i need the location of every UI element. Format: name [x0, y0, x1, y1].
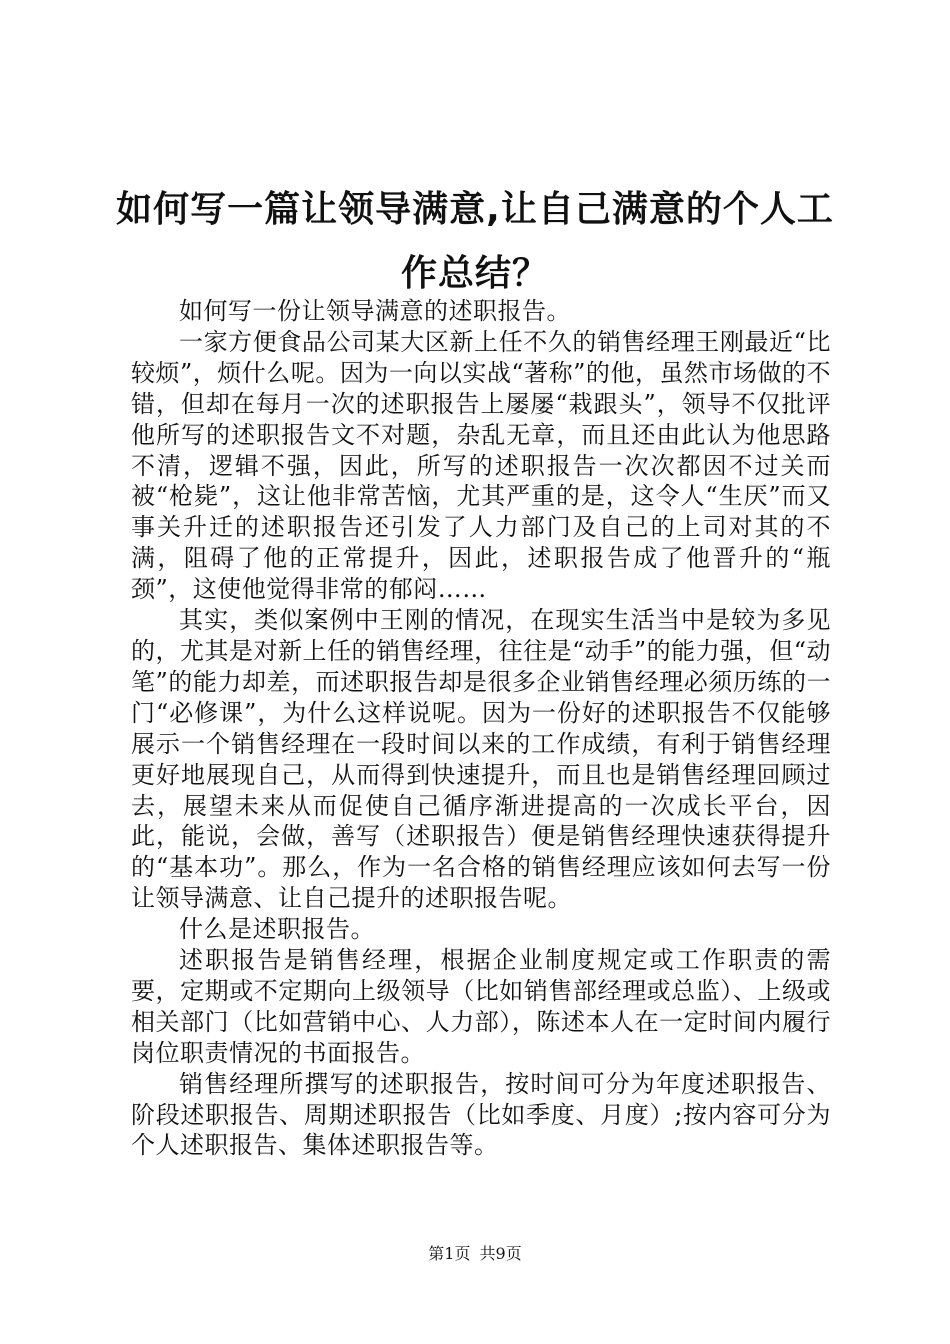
paragraph: 销售经理所撰写的述职报告，按时间可分为年度述职报告、阶段述职报告、周期述职报告（比如季度、月度）;按内容可分为个人述职报告、集体述职报告等。: [131, 1069, 831, 1160]
paragraph: 其实，类似案例中王刚的情况，在现实生活当中是较为多见的，尤其是对新上任的销售经理，往往是“动手”的能力强，但“动笔”的能力却差，而述职报告却是很多企业销售经理必须历练的一门“必修课”，为什么这样说呢。因为一份好的述职报告不仅能够展示一个销售经理在一段时间以来的工作成绩，有利于销售经理更好地展现自己，从而得到快速提升，而且也是销售经理回顾过去，展望未来从而促使自己循序渐进提高的一次成长平台，因此，能说，会做，善写（述职报告）便是销售经理快速获得提升的“基本功”。那么，作为一名合格的销售经理应该如何去写一份让领导满意、让自己提升的述职报告呢。: [131, 606, 831, 913]
paragraph: 述职报告是销售经理，根据企业制度规定或工作职责的需要，定期或不定期向上级领导（比如销售部经理或总监）、上级或相关部门（比如营销中心、人力部），陈述本人在一定时间内履行岗位职责情况的书面报告。: [131, 946, 831, 1067]
page-total: 共9页: [479, 1244, 522, 1263]
page-footer: [0, 1244, 950, 1264]
page-number: 第1页: [428, 1244, 471, 1263]
document-title: 如何写一篇让领导满意,让自己满意的个人工作总结？: [116, 189, 834, 294]
paragraph: 一家方便食品公司某大区新上任不久的销售经理王刚最近“比较烦”，烦什么呢。因为一向以实战“著称”的他，虽然市场做的不错，但却在每月一次的述职报告上屡屡“栽跟头”，领导不仅批评他所写的述职报告文不对题，杂乱无章，而且还由此认为他思路不清，逻辑不强，因此，所写的述职报告一次次都因不过关而被“枪毙”，这让他非常苦恼，尤其严重的是，这令人“生厌”而又事关升迁的述职报告还引发了人力部门及自己的上司对其的不满，阻碍了他的正常提升，因此，述职报告成了他晋升的“瓶颈”，这使他觉得非常的郁闷……: [131, 327, 831, 604]
paragraph: 如何写一份让领导满意的述职报告。: [179, 297, 571, 325]
paragraph: 什么是述职报告。: [179, 915, 375, 944]
document-body: [131, 296, 831, 1161]
